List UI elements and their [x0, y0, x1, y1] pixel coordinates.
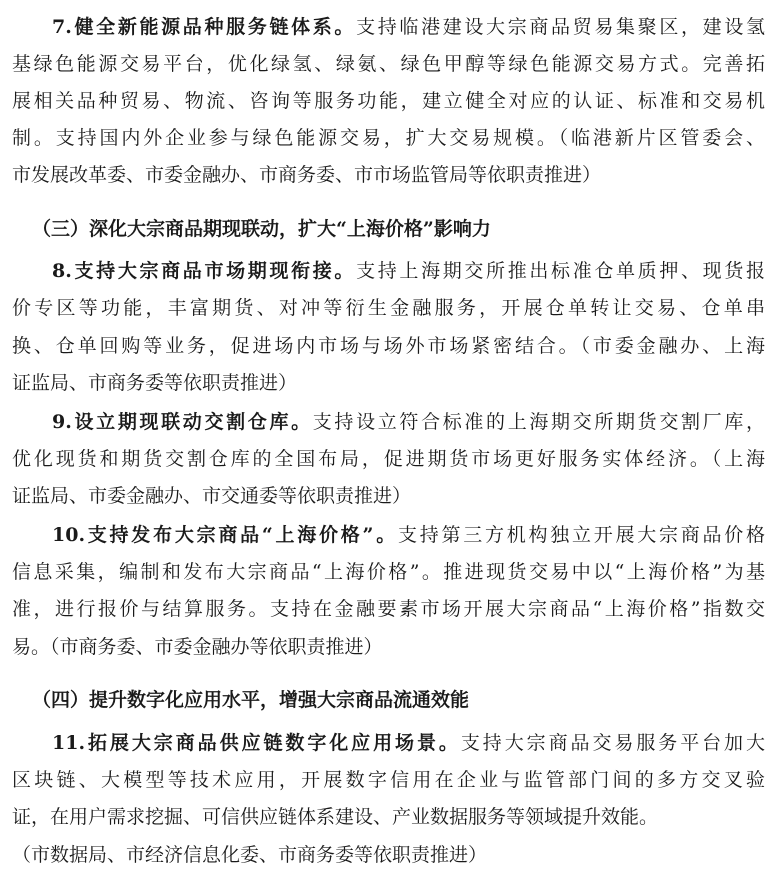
item-10-title: 10.支持发布大宗商品“上海价格”。 — [52, 524, 398, 546]
item-10-line-2: 信息采集，编制和发布大宗商品“上海价格”。推进现货交易中以“上海价格”为基 — [12, 561, 765, 583]
item-8-text: 支持上海期交所推出标准仓单质押、现货报 — [356, 260, 765, 282]
item-9-line-1 — [52, 404, 765, 440]
item-10-line-3: 准，进行报价与结算服务。支持在金融要素市场开展大宗商品“上海价格”指数交 — [12, 598, 765, 620]
section-4-heading: （四）提升数字化应用水平，增强大宗商品流通效能 — [32, 689, 470, 711]
item-8-line-2: 价专区等功能，丰富期货、对冲等衍生金融服务，开展仓单转让交易、仓单串 — [12, 297, 765, 319]
item-10-line-1 — [52, 517, 765, 553]
item-8-title: 8.支持大宗商品市场期现衔接。 — [52, 260, 357, 282]
item-11-line-4: （市数据局、市经济信息化委、市商务委等依职责推进） — [12, 844, 488, 866]
item-7-line-1 — [52, 9, 765, 45]
item-10-line-4: 易。（市商务委、市委金融办等依职责推进） — [12, 636, 383, 658]
item-11-line-2: 区块链、大模型等技术应用，开展数字信用在企业与监管部门间的多方交叉验 — [12, 769, 765, 791]
item-11-text: 支持大宗商品交易服务平台加大 — [460, 732, 765, 754]
item-11-title: 11.拓展大宗商品供应链数字化应用场景。 — [52, 732, 461, 754]
item-9-line-2: 优化现货和期货交割仓库的全国布局，促进期货市场更好服务实体经济。（上海 — [12, 448, 765, 470]
item-7-line-4: 制。支持国内外企业参与绿色能源交易，扩大交易规模。（临港新片区管委会、 — [12, 127, 765, 149]
item-7-line-5: 市发展改革委、市委金融办、市商务委、市市场监管局等依职责推进） — [12, 164, 602, 186]
item-7-line-3: 展相关品种贸易、物流、咨询等服务功能，建立健全对应的认证、标准和交易机 — [12, 90, 765, 112]
item-11-line-3: 证，在用户需求挖掘、可信供应链体系建设、产业数据服务等领域提升效能。 — [12, 806, 659, 828]
item-10-text: 支持第三方机构独立开展大宗商品价格 — [397, 524, 765, 546]
item-11-line-1 — [52, 725, 765, 761]
item-8-line-3: 换、仓单回购等业务，促进场内市场与场外市场紧密结合。（市委金融办、上海 — [12, 335, 765, 357]
item-8-line-4: 证监局、市商务委等依职责推进） — [12, 372, 298, 394]
item-9-title: 9.设立期现联动交割仓库。 — [52, 411, 313, 433]
item-9-line-3: 证监局、市委金融办、市交通委等依职责推进） — [12, 485, 412, 507]
item-7-line-2: 基绿色能源交易平台，优化绿氢、绿氨、绿色甲醇等绿色能源交易方式。完善拓 — [12, 53, 765, 75]
item-7-text: 支持临港建设大宗商品贸易集聚区，建设氢 — [356, 16, 765, 38]
section-3-heading: （三）深化大宗商品期现联动，扩大“上海价格”影响力 — [32, 218, 491, 240]
item-7-title: 7.健全新能源品种服务链体系。 — [52, 16, 357, 38]
item-9-text: 支持设立符合标准的上海期交所期货交割厂库， — [312, 411, 765, 433]
item-8-line-1 — [52, 253, 765, 289]
